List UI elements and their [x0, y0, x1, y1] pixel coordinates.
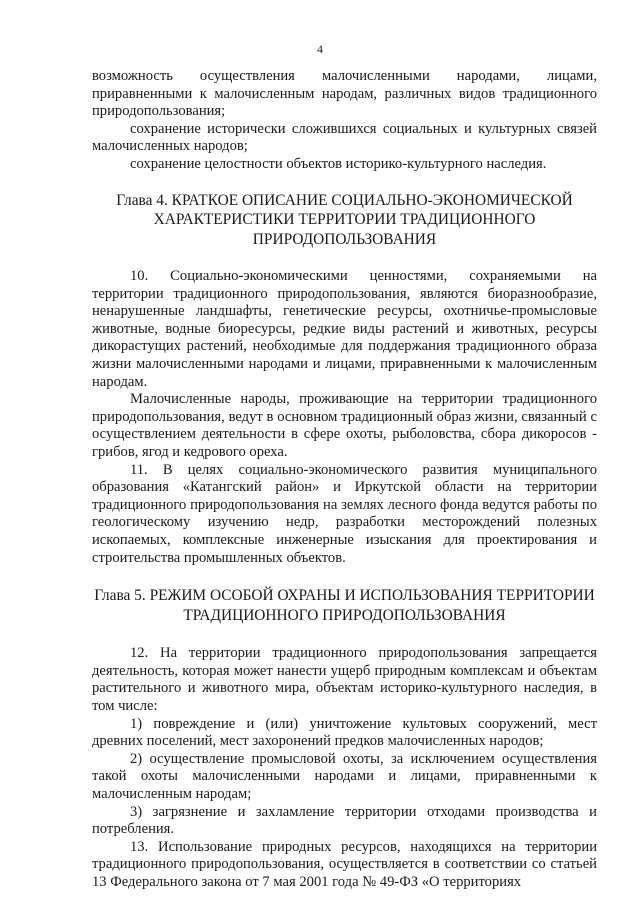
- paragraph-continuation: возможность осуществления малочисленными народами, лицами, приравненными к малочисленным народам, различных видов традиционного природопользования;: [92, 68, 597, 120]
- heading-line: Глава 4. КРАТКОЕ ОПИСАНИЕ СОЦИАЛЬНО-ЭКОНОМИЧЕСКОЙ: [116, 191, 573, 209]
- heading-line: ПРИРОДОПОЛЬЗОВАНИЯ: [252, 230, 437, 248]
- clause-13: 13. Использование природных ресурсов, находящихся на территории традиционного природопользования, осуществляется в соответствии со статьей 13 Федерального закона от 7 мая 2001 года № 49-ФЗ «О территориях: [92, 838, 597, 890]
- list-item: 1) повреждение и (или) уничтожение культовых сооружений, мест древних поселений, мест захоронений предков малочисленных народов;: [92, 715, 597, 750]
- document-body: [92, 68, 597, 891]
- heading-line: ХАРАКТЕРИСТИКИ ТЕРРИТОРИИ ТРАДИЦИОННОГО: [153, 211, 536, 229]
- list-item: 2) осуществление промысловой охоты, за исключением осуществления такой охоты малочисленными народами и лицами, приравненными к малочисленным народам;: [92, 750, 597, 802]
- heading-line: Глава 5. РЕЖИМ ОСОБОЙ ОХРАНЫ И ИСПОЛЬЗОВАНИЯ ТЕРРИТОРИИ: [94, 587, 595, 605]
- heading-line: ТРАДИЦИОННОГО ПРИРОДОПОЛЬЗОВАНИЯ: [183, 606, 506, 624]
- page-number: 4: [317, 42, 323, 56]
- paragraph: сохранение целостности объектов историко-культурного наследия.: [130, 155, 547, 172]
- clause-10: 10. Социально-экономическими ценностями, сохраняемыми на территории традиционного природопользования, являются биоразнообразие, ненарушенные ландшафты, генетические ресурсы, охотничье-промысловые животные, водные биоресурсы, редкие виды растений и животных, ресурсы дикорастущих растений, необходимые для поддержания традиционного образа жизни малочисленными народами и лицами, приравненными к малочисленным народам.: [92, 268, 597, 390]
- clause-12: 12. На территории традиционного природопользования запрещается деятельность, которая может нанести ущерб природным комплексам и объектам растительного и животного мира, объектам историко-культурного наследия, в том числе:: [92, 645, 597, 714]
- clause-11: 11. В целях социально-экономического развития муниципального образования «Катангский район» и Иркутской области на территории традиционного природопользования на землях лесного фонда ведутся работы по геологическому изучению недр, разработки месторождений полезных ископаемых, комплексные инженерные изыскания для проектирования и строительства промышленных объектов.: [92, 461, 597, 566]
- chapter-4-heading: [80, 191, 609, 250]
- paragraph: Малочисленные народы, проживающие на территории традиционного природопользования, ведут в основном традиционный образ жизни, связанный с осуществлением деятельности в сфере охоты, рыболовства, сбора дикоросов - грибов, ягод и кедрового ореха.: [92, 391, 597, 460]
- list-item: 3) загрязнение и захламление территории отходами производства и потребления.: [92, 803, 597, 838]
- paragraph: сохранение исторически сложившихся социальных и культурных связей малочисленных народов;: [92, 120, 597, 155]
- chapter-5-heading: [64, 586, 625, 625]
